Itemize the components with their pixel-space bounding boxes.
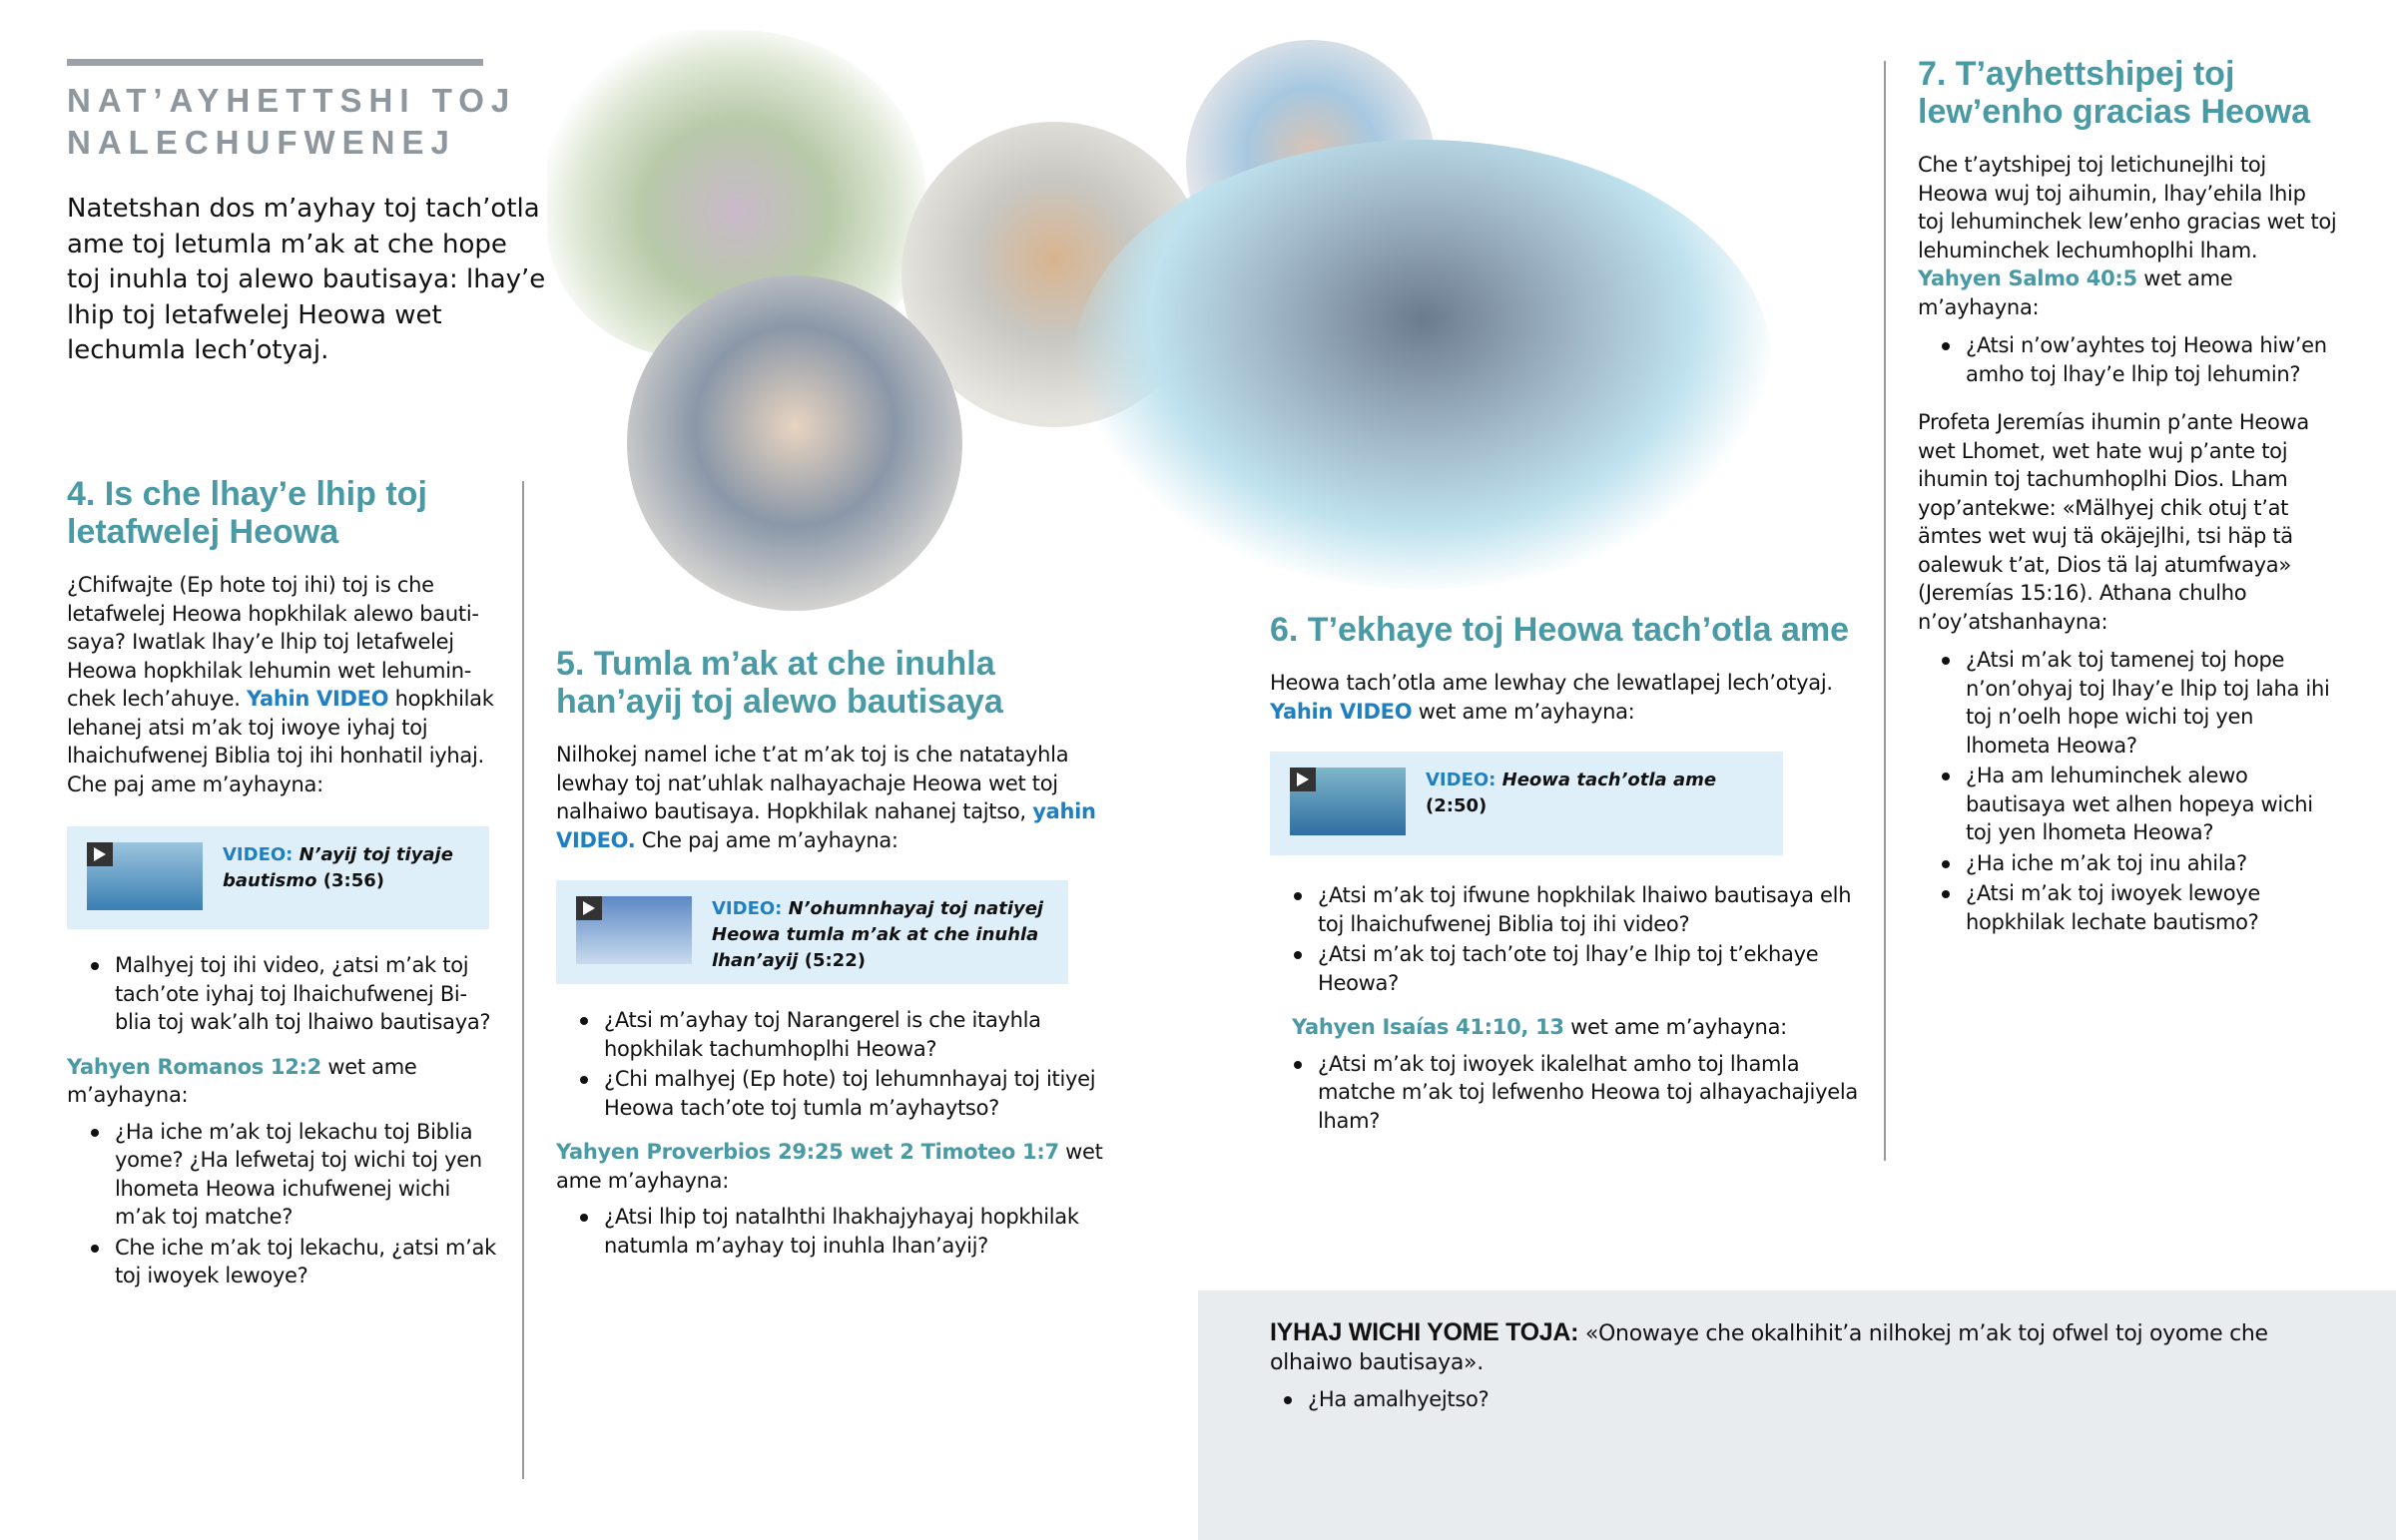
section-6-heading: 6. T’ekhaye toj Heowa tach’otla ame	[1270, 611, 1850, 649]
question-item: ¿Atsi m’ayhay toj Narangerel is che itayhla hopkhilak tachumhoplhi Heowa?	[556, 1006, 1115, 1063]
intro-text: Natetshan dos m’ayhay toj tach’otla ame toj letumla m’ak at che hope toj inuhla toj alewo bautisaya: lhay’e lhip toj letafwelej Heowa wet lechumla lech’otyaj.	[67, 194, 546, 365]
section-7-heading: 7. T’ayhettshipej toj lew’enho gracias Heowa	[1918, 55, 2311, 131]
play-icon[interactable]	[576, 896, 602, 920]
summary-box	[1198, 1290, 2396, 1540]
scripture-link[interactable]: Yahyen Romanos 12:2	[67, 1054, 321, 1079]
body-text: wet ame m’ayhayna:	[67, 1054, 417, 1107]
question-item: ¿Ha amalhyejtso?	[1260, 1385, 2324, 1414]
section-6-body	[1270, 669, 1859, 726]
summary-label: IYHAJ WICHI YOME TOJA:	[1270, 1318, 1579, 1346]
body-text: Che t’aytshipej toj letichunejlhi toj Heowa wuj toj aihumin, lhay’ehila lhip toj lehuminchek lew’enho gracias wet toj lehuminchek lechumhoplhi lham.	[1918, 153, 2337, 262]
question-item: Che iche m’ak toj lekachu, ¿atsi m’ak toj iwoyek lewoye?	[67, 1234, 496, 1290]
column-divider	[522, 481, 524, 1479]
video-duration: (3:56)	[322, 870, 384, 891]
scripture-prompt	[556, 1138, 1115, 1195]
question-item: ¿Atsi m’ak toj iwoyek ikalelhat amho toj lhamla matche m’ak toj lefwenho Heowa toj alhayachajiyela lham?	[1270, 1050, 1859, 1136]
page-kicker: NAT’AYHETTSHI TOJ NALECHUFWENEJ	[67, 82, 517, 161]
question-item: ¿Ha iche m’ak toj inu ahila?	[1918, 849, 2337, 878]
section-4-body	[67, 571, 496, 798]
section-5-body	[556, 741, 1115, 854]
scripture-link[interactable]: Yahyen Proverbios 29:25 wet 2 Timoteo 1:7	[556, 1140, 1059, 1164]
question-item: ¿Ha iche m’ak toj lekachu toj Biblia yome? ¿Ha lefwetaj toj wichi toj yen lhometa Heowa ichufwenej wichi m’ak toj matche?	[67, 1118, 496, 1232]
video-link[interactable]: Yahin VIDEO	[246, 687, 389, 711]
video-title: N’ayij toj tiyaje bautismo	[223, 844, 453, 891]
video-label: VIDEO:	[1426, 770, 1497, 790]
question-item: ¿Atsi m’ak toj tach’ote toj lhay’e lhip toj t’ekhaye Heowa?	[1270, 940, 1859, 997]
video-link[interactable]: Yahin VIDEO	[1270, 699, 1413, 724]
body-text: wet ame m’ayhayna:	[1918, 266, 2233, 319]
scripture-link[interactable]: Yahyen Salmo 40:5	[1918, 266, 2137, 290]
video-duration: (5:22)	[804, 950, 866, 971]
section-6	[1270, 611, 1859, 1135]
question-item: ¿Chi malhyej (Ep hote) toj lehumnhayaj toj itiyej Heowa tach’ote toj tumla m’ayhaytso?	[556, 1065, 1115, 1122]
question-item: ¿Atsi m’ak toj ifwune hopkhilak lhaiwo bautisaya elh toj lhaichufwenej Biblia toj ihi video?	[1270, 881, 1859, 938]
section-4-heading: 4. Is che lhay’e lhip toj letafwelej Heowa	[67, 475, 427, 551]
body-text: Che paj ame m’ayhayna:	[635, 827, 898, 852]
question-item: ¿Atsi n’ow’ayhtes toj Heowa hiw’en amho toj lhay’e lhip toj lehumin?	[1918, 331, 2337, 388]
illustration-two-women	[627, 275, 962, 611]
section-5	[556, 645, 1115, 1260]
title-rule	[67, 59, 483, 66]
section-5-heading: 5. Tumla m’ak at che inuhla han’ayij toj alewo bautisaya	[556, 645, 1003, 721]
section-7	[1918, 55, 2337, 936]
illustration-baptism	[1073, 140, 1772, 589]
video-thumbnail[interactable]	[1290, 768, 1406, 835]
body-text: Nilhokej namel iche t’at m’ak toj is che natatayhla lewhay toj nat’uhlak nalhayachaje Heowa wet toj nalhaiwo bautisaya. Hopkhilak nahanej tajtso,	[556, 743, 1069, 823]
summary-text	[1270, 1318, 2324, 1377]
column-divider	[1884, 61, 1886, 1161]
body-text: wet ame m’ayhayna:	[556, 1140, 1103, 1193]
video-link[interactable]: yahin VIDEO.	[556, 799, 1096, 852]
play-icon[interactable]	[1290, 768, 1316, 791]
body-text: ¿Chifwajte (Ep hote toj ihi) toj is che letafwelej Heowa hopkhilak alewo bautisaya? Iwatlak lhay’e lhip toj letafwelej Heowa hopkhilak lehumin wet lehuminchek lech’ahuye.	[67, 573, 479, 711]
question-item: Malhyej toj ihi video, ¿atsi m’ak toj tach’ote iyhaj toj lhaichufwenej Biblia toj wak’alh toj lhaiwo bautisaya?	[67, 951, 496, 1037]
video-thumbnail[interactable]	[576, 896, 692, 964]
scripture-link[interactable]: Yahyen Isaías 41:10, 13	[1292, 1015, 1564, 1039]
video-label: VIDEO:	[712, 898, 783, 919]
body-text: wet ame m’ayhayna:	[1563, 1015, 1787, 1039]
scripture-prompt	[1270, 1013, 1859, 1042]
body-text: hopkhilak lehanej atsi m’ak toj iwoye iyhaj toj lhaichufwenej Biblia toj ihi honhatil iyhaj. Che paj ame m’ayhayna:	[67, 687, 494, 796]
video-card[interactable]	[1270, 752, 1783, 855]
summary-quote: «Onowaye che okalhihit’a nilhokej m’ak toj ofwel toj oyome che olhaiwo bautisaya».	[1270, 1321, 2268, 1375]
question-item: ¿Atsi lhip toj natalhthi lhakhajyhayaj hopkhilak natumla m’ayhay toj inuhla lhan’ayij?	[556, 1203, 1115, 1260]
scripture-prompt	[67, 1053, 496, 1110]
video-thumbnail[interactable]	[87, 842, 203, 910]
question-item: ¿Atsi m’ak toj iwoyek lewoye hopkhilak lechate bautismo?	[1918, 879, 2337, 936]
video-duration: (2:50)	[1426, 795, 1488, 816]
play-icon[interactable]	[87, 842, 113, 866]
section-4	[67, 475, 496, 1290]
video-title: Heowa tach’otla ame	[1501, 770, 1717, 790]
video-card[interactable]	[556, 880, 1068, 984]
question-item: ¿Atsi m’ak toj tamenej toj hope n’on’ohyaj toj lhay’e lhip toj laha ihi toj n’oelh hope wichi toj yen lhometa Heowa?	[1918, 646, 2337, 760]
section-7-body-2: Profeta Jeremías ihumin p’ante Heowa wet Lhomet, wet hate wuj p’ante toj ihumin toj tachumhoplhi Dios. Lham yop’antekwe: «Mälhyej chik otuj t’at ämtes wet wuj tä okäjejlhi, tsi häp tä oalewuk t’at, Dios tä laj atumfwaya» (Jeremías 15:16). Athana chulho n’oy’atshanhayna:	[1918, 410, 2309, 634]
video-title: N’ohumnhayaj toj natiyej Heowa tumla m’ak at che inuhla lhan’ayij	[712, 898, 1044, 971]
body-text: wet ame m’ayhayna:	[1412, 699, 1635, 724]
section-7-body	[1918, 151, 2337, 321]
video-label: VIDEO:	[223, 844, 294, 865]
video-card[interactable]	[67, 826, 489, 929]
body-text: Heowa tach’otla ame lewhay che lewatlapej lech’otyaj.	[1270, 671, 1833, 695]
question-item: ¿Ha am lehuminchek alewo bautisaya wet alhen hopeya wichi toj yen lhometa Heowa?	[1918, 762, 2337, 847]
